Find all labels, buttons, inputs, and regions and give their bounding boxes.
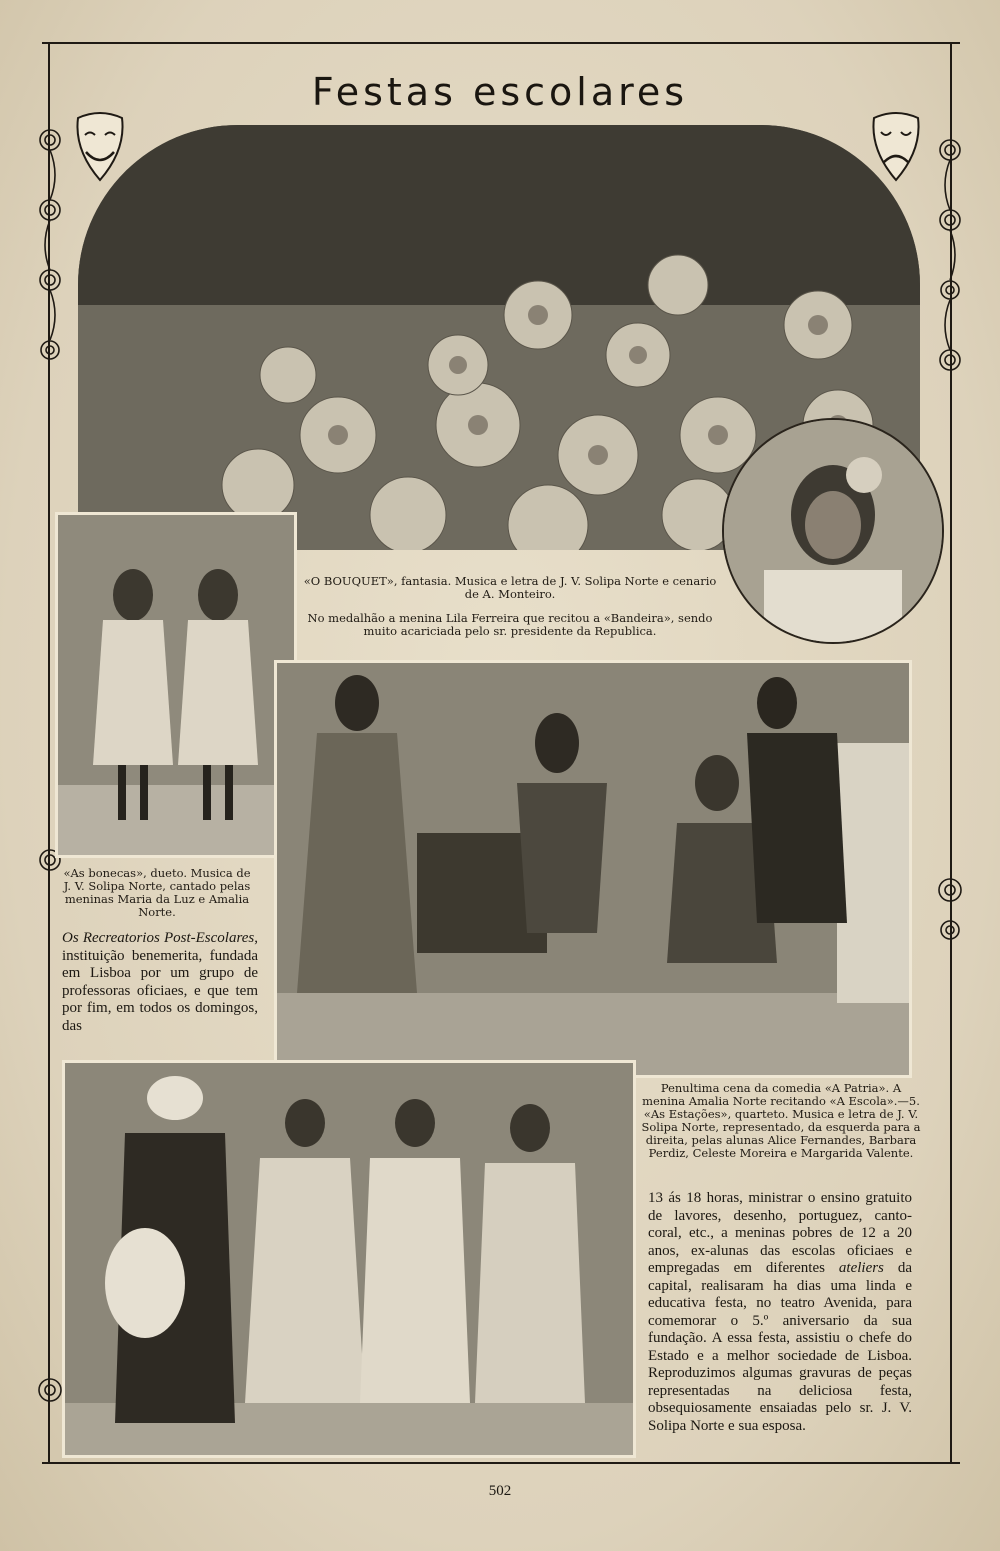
article-text-2a: 13 ás 18 horas, ministrar o ensino gratuito de lavores, desenho, portuguez, canto-coral, etc., a meninas pobres de 12 a 20 anos, ex-alunas das escolas oficiaes e empregadas em diferentes: [648, 1190, 912, 1276]
caption-bouquet: «O BOUQUET», fantasia. Musica e letra de J. V. Solipa Norte e cenario de A. Monteiro.: [303, 574, 717, 601]
page-title: Festas escolares: [311, 70, 689, 114]
article-part1: [62, 930, 258, 1035]
frame-top: [42, 42, 960, 44]
comedy-mask-icon: [70, 110, 130, 185]
caption-patria: Penultima cena da comedia «A Patria». A menina Amalia Norte recitando «A Escola».—5. «As Estações», quarteto. Musica e letra de J. V. Solipa Norte, representado, da esquerda para a direita, pelas alunas Alice Fernandes, Barbara Perdiz, Celeste Moreira e Margarida Valente.: [641, 1081, 921, 1160]
photo-medallion: [722, 418, 944, 644]
article-part2: [648, 1190, 912, 1435]
rose-vine-ornament-right: [930, 120, 970, 1450]
article-text-2b: da capital, realisaram ha dias uma linda e educativa festa, no teatro Avenida, para comemorar o 5.º aniversario da sua fundação. A essa festa, assistiu o chefe do Estado e a melhor sociedade de Lisboa. Reproduzimos algumas gravuras de peças representadas na deliciosa festa, obsequiosamente ensaiadas pelo sr. J. V. Solipa Norte e sua esposa.: [648, 1260, 912, 1434]
page-number: 502: [488, 1483, 512, 1499]
article-lead: Os Recreatorios Post-Escolares: [62, 930, 255, 946]
article-text-1: , instituição benemerita, fundada em Lisboa por um grupo de professoras oficiaes, e que tem por fim, em todos os domingos, das: [62, 930, 258, 1034]
photo-bonecas: [55, 512, 297, 858]
photo-estacoes: [62, 1060, 636, 1458]
article-ateliers: ateliers: [838, 1260, 884, 1276]
frame-bottom: [42, 1462, 960, 1464]
caption-medalhao: No medalhão a menina Lila Ferreira que recitou a «Bandeira», sendo muito acariciada pelo sr. presidente da Republica.: [307, 611, 713, 638]
caption-bonecas: «As bonecas», dueto. Musica de J. V. Solipa Norte, cantado pelas meninas Maria da Luz e Amalia Norte.: [63, 866, 251, 919]
photo-patria: [274, 660, 912, 1078]
